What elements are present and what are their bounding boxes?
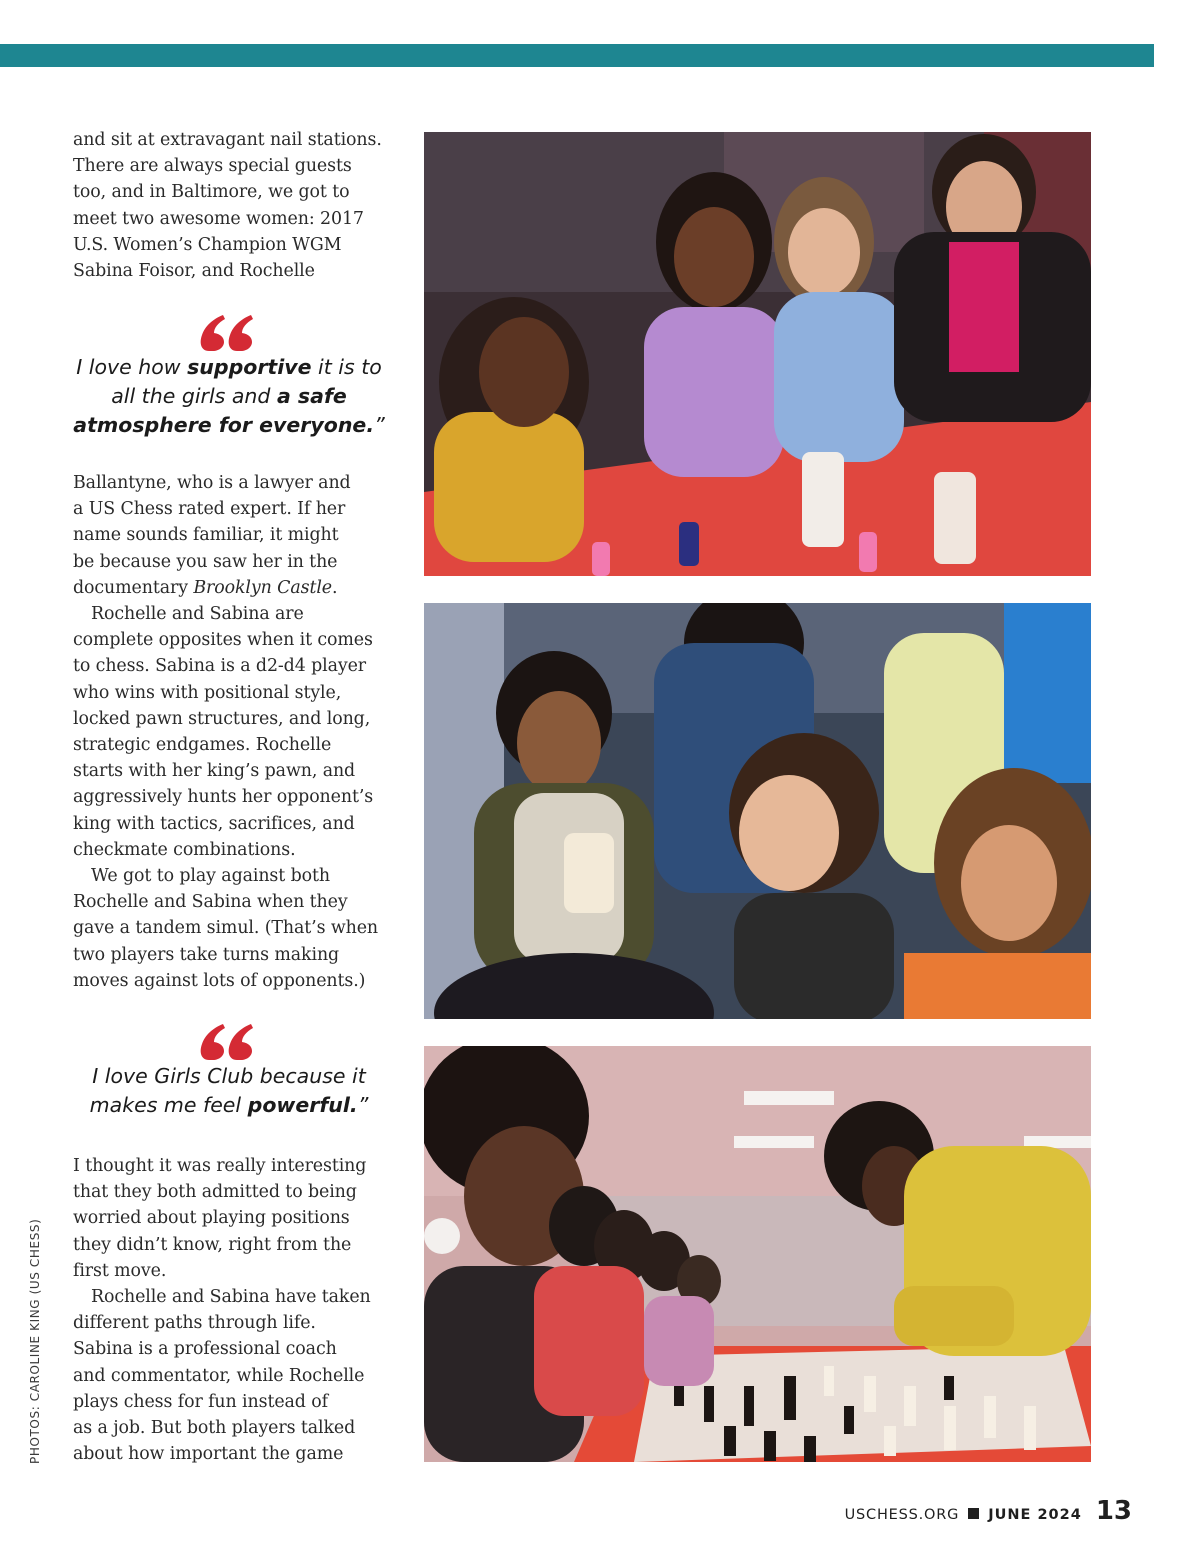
- header-color-bar: [0, 44, 1154, 67]
- photo-nail-station: [424, 132, 1091, 576]
- article-text-block-3: [73, 1153, 391, 1467]
- pull-quote-2-text: I love Girls Club because it makes me feel powerful.”: [89, 1064, 369, 1117]
- photo-credit: PHOTOS: CAROLINE KING (US CHESS): [28, 1218, 42, 1464]
- photo-tandem-simul: [424, 1046, 1091, 1462]
- footer-site: USCHESS.ORG: [844, 1507, 960, 1523]
- square-bullet-icon: [968, 1508, 979, 1519]
- quote-mark-icon: [199, 313, 259, 353]
- page-footer: [845, 1496, 1132, 1526]
- article-paragraph-2: Ballantyne, who is a lawyer and a US Chess rated expert. If her name sounds familiar, it might be because you saw her in the documentary Brooklyn Castle.: [73, 473, 351, 598]
- article-text-block-1: [73, 127, 391, 284]
- article-paragraph-3: Rochelle and Sabina are complete opposites when it comes to chess. Sabina is a d2-d4 player who wins with positional style, locked pawn structures, and long, strategic endgames. Rochelle starts with her king’s pawn, and aggressively hunts her opponent’s king with tactics, sacrifices, and checkmate combinations.: [73, 604, 374, 860]
- quote-mark-icon: [199, 1022, 259, 1062]
- photo-girls-laughing: [424, 603, 1091, 1019]
- page-number: 13: [1095, 1496, 1132, 1526]
- pull-quote-1: [64, 313, 394, 440]
- article-paragraph-6: Rochelle and Sabina have taken different paths through life. Sabina is a professional coach and commentator, while Rochelle plays chess for fun instead of as a job. But both players talked about how important the game: [73, 1287, 371, 1465]
- pull-quote-1-text: I love how supportive it is to all the girls and a safe atmosphere for everyone.”: [73, 355, 385, 437]
- article-paragraph-5: I thought it was really interesting that they both admitted to being worried about playing positions they didn’t know, right from the first move.: [73, 1156, 367, 1281]
- article-paragraph-1: and sit at extravagant nail stations. There are always special guests too, and in Baltimore, we got to meet two awesome women: 2017 U.S. Women’s Champion WGM Sabina Foisor, and Rochelle: [73, 130, 382, 282]
- article-paragraph-4: We got to play against both Rochelle and Sabina when they gave a tandem simul. (That’s when two players take turns making moves against lots of opponents.): [73, 866, 379, 991]
- documentary-title: Brooklyn Castle: [193, 577, 332, 598]
- footer-issue: JUNE 2024: [988, 1507, 1082, 1523]
- pull-quote-2: [64, 1022, 394, 1120]
- article-text-block-2: [73, 470, 391, 994]
